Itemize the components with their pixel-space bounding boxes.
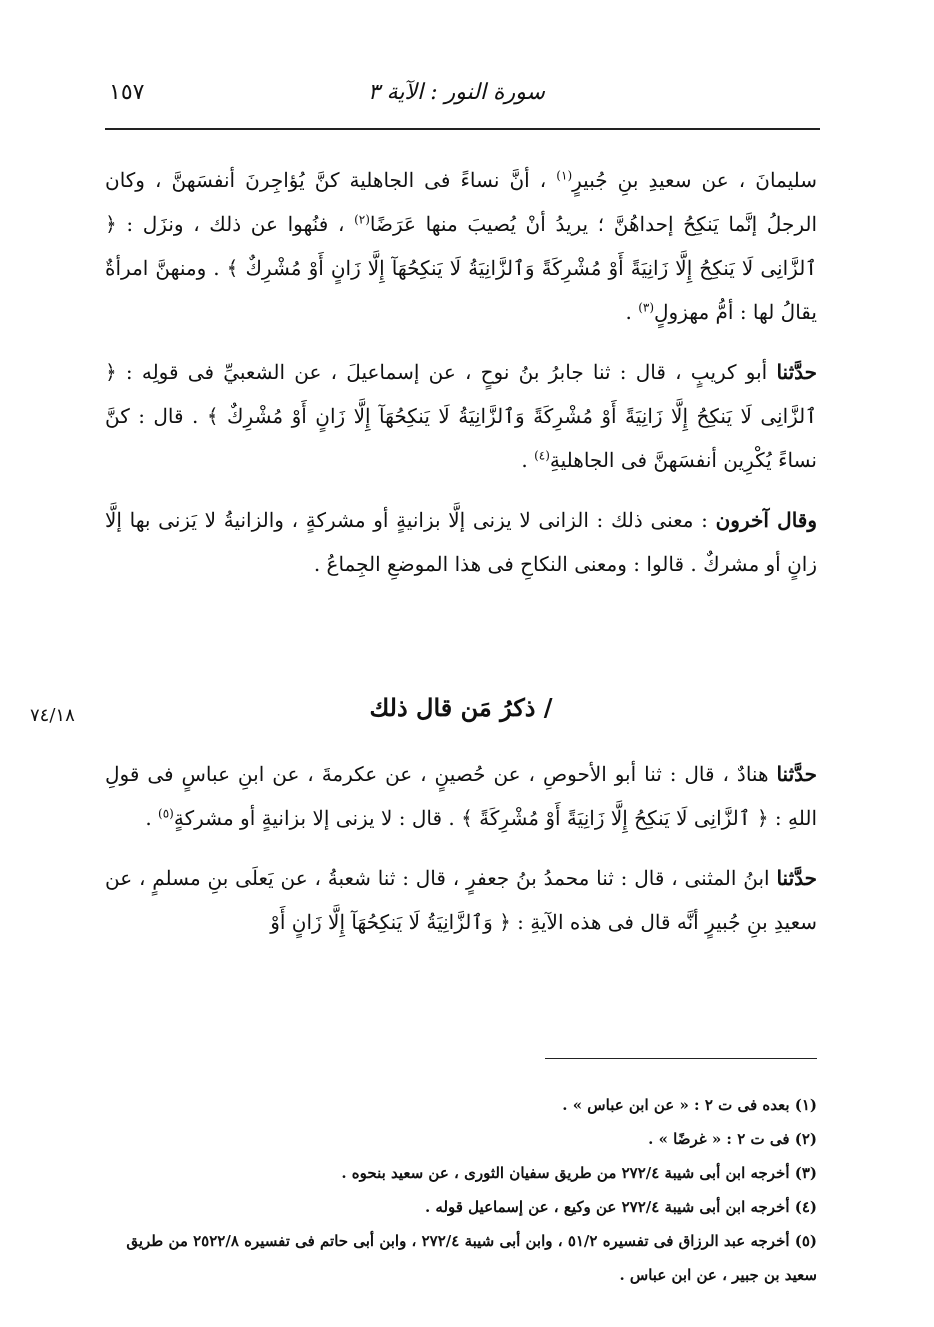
paragraph-text: : معنى ذلك : الزانى لا يزنى إلَّا بزانيةٍ أو مشركةٍ ، والزانيةُ لا يَزنى بها إلَّا زانٍ أو مشركٌ . قالوا : ومعنى النكاحِ فى هذا الموضعِ الجِماعُ . [105, 508, 817, 576]
paragraph [105, 158, 817, 334]
paragraph-text: ، أنَّ نساءً فى الجاهلية كنَّ يُؤاجِرنَ أنفسَهنَّ ، وكان الرجلُ إنَّما يَنكِحُ إحداهُنَّ ؛ يريدُ أنْ يُصيبَ منها عَرَضًا [105, 168, 818, 236]
footnote-marker[interactable]: (٢) [354, 212, 370, 227]
paragraph-text: أبو كريبٍ ، قال : ثنا جابرُ بنُ نوحٍ ، عن إسماعيلَ ، عن الشعبيِّ فى قولِه : ﴿ ٱلزَّانِى لَا يَنكِحُ إِلَّا زَانِيَةً أَوْ مُشْرِكَةً وَٱلزَّانِيَةُ لَا يَنكِحُهَآ إِلَّا زَانٍ أَوْ مُشْرِكٌ ﴾ . قال : كنَّ نساءً يُكْرِين أنفسَهنَّ فى الجاهليةِ [105, 360, 817, 472]
paragraph [105, 856, 817, 944]
page-title: سورة النور : الآية ٣ [367, 80, 545, 105]
paragraph-text: . [625, 300, 632, 324]
paragraph [105, 752, 817, 840]
paragraph-text: سليمانَ ، عن سعيدِ بنِ جُبيرٍ [572, 168, 818, 192]
footnote-marker[interactable]: (٣) [638, 300, 655, 315]
running-head [105, 80, 820, 120]
margin-reference: ٧٤/١٨ [30, 705, 75, 726]
footnote-marker[interactable]: (٤) [534, 448, 550, 463]
body-text-upper [105, 158, 817, 602]
footnotes [105, 1088, 817, 1292]
paragraph-text: . [521, 448, 528, 472]
paragraph-lead: حدَّثنا [776, 866, 817, 890]
page-number: ١٥٧ [109, 80, 145, 105]
footnote-marker[interactable]: (١) [556, 168, 573, 183]
footnote: (١) بعده فى ت ٢ : « عن ابن عباس » . [562, 1096, 817, 1114]
body-text-lower [105, 752, 817, 960]
paragraph-text: هنادٌ ، قال : ثنا أبو الأحوصِ ، عن حُصينٍ ، عن عكرمةَ ، عن ابنِ عباسٍ فى قولِ اللهِ : ﴿ ٱلزَّانِى لَا يَنكِحُ إِلَّا زَانِيَةً أَوْ مُشْرِكَةً ﴾ . قال : لا يزنى إلا بزانيةٍ أو مشركةٍ [105, 762, 817, 830]
paragraph-lead: وقال آخرون [715, 508, 818, 532]
paragraph [105, 350, 817, 482]
header-rule [105, 128, 820, 130]
paragraph-text: . [145, 806, 152, 830]
footnote-marker[interactable]: (٥) [158, 806, 174, 821]
paragraph-lead: حدَّثنا [776, 762, 817, 786]
footnote: (٣) أخرجه ابن أبى شيبة ٢٧٢/٤ من طريق سفيان الثورى ، عن سعيد بنحوه . [341, 1164, 817, 1182]
footnote: (٢) فى ت ٢ : « غرضًا » . [648, 1130, 817, 1148]
paragraph-text: ابنُ المثنى ، قال : ثنا محمدُ بنُ جعفرٍ ، قال : ثنا شعبةُ ، عن يَعلَى بنِ مسلمٍ ، عن سعيدِ بنِ جُبيرٍ أنَّه قال فى هذه الآيةِ : ﴿ وَٱلزَّانِيَةُ لَا يَنكِحُهَآ إِلَّا زَانٍ أَوْ [105, 866, 817, 934]
paragraph-lead: حدَّثنا [776, 360, 818, 384]
footnote-rule [545, 1058, 817, 1059]
section-heading: / ذكرُ مَن قال ذلك [369, 693, 553, 722]
paragraph [105, 498, 817, 586]
footnote: (٥) أخرجه عبد الرزاق فى تفسيره ٥١/٢ ، وابن أبى شيبة ٢٧٢/٤ ، وابن أبى حاتم فى تفسيره ٢٥٢٢/٨ من طريق سعيد بن جبير ، عن ابن عباس . [126, 1232, 817, 1284]
paragraph-text: ، فنُهوا عن ذلك ، ونزَل : ﴿ ٱلزَّانِى لَا يَنكِحُ إِلَّا زَانِيَةً أَوْ مُشْرِكَةً وَٱلزَّانِيَةُ لَا يَنكِحُهَآ إِلَّا زَانٍ أَوْ مُشْرِكٌ ﴾ . ومنهنَّ امرأةٌ يقالُ لها : أمُّ مهزولٍ [105, 212, 817, 324]
footnote: (٤) أخرجه ابن أبى شيبة ٢٧٢/٤ عن وكيع ، عن إسماعيل قوله . [424, 1198, 817, 1216]
